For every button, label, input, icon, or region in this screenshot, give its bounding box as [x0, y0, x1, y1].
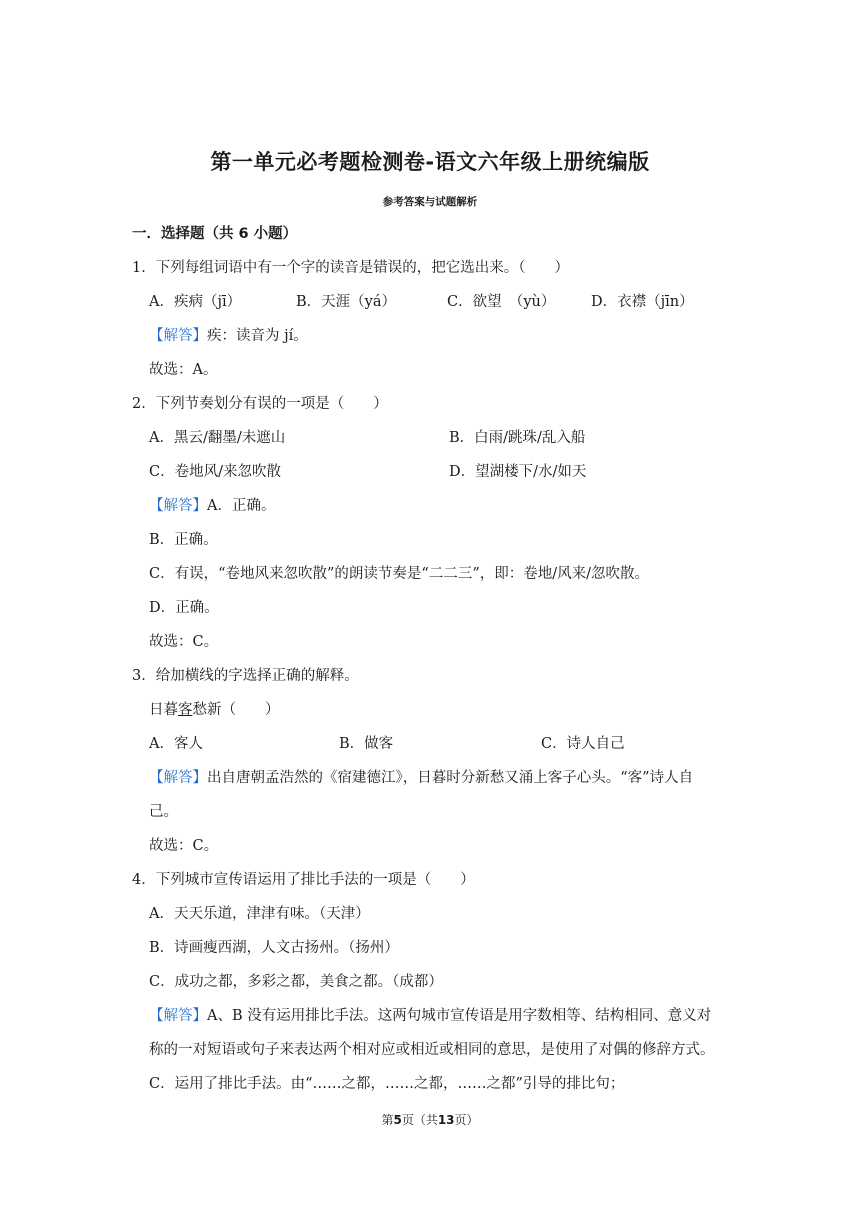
footer-text: 第 [381, 1113, 394, 1127]
answer-tag: 【解答】 [149, 770, 207, 786]
underlined-char: 客 [178, 702, 193, 718]
question-3-option-b: B．做客 [339, 736, 394, 752]
question-1-option-a: A．疾病（jī） [149, 294, 242, 310]
question-3-stem: 3．给加横线的字选择正确的解释。 [132, 668, 359, 684]
question-2-answer [149, 496, 275, 516]
answer-text: 疾：读音为 jí。 [207, 328, 308, 344]
page-total: 13 [437, 1113, 455, 1127]
footer-text: 页（共 [401, 1113, 438, 1127]
page-footer [0, 1111, 860, 1128]
question-2-option-b: B．白雨/跳珠/乱入船 [449, 430, 586, 446]
question-1-option-b: B．天涯（yá） [296, 294, 396, 310]
answer-tag: 【解答】 [149, 328, 207, 344]
question-2-line-d: D．正确。 [149, 600, 219, 616]
answer-text: A．正确。 [207, 498, 276, 514]
question-3-option-a: A．客人 [149, 736, 203, 752]
question-3-answer [149, 768, 693, 788]
question-2-option-a: A．黑云/翻墨/未遮山 [149, 430, 286, 446]
question-2-stem: 2．下列节奏划分有误的一项是（ ） [132, 396, 388, 412]
question-4-line-c: C．运用了排比手法。由“……之都，……之都，……之都”引导的排比句； [149, 1076, 625, 1092]
phrase-text: 日暮 [149, 702, 178, 718]
question-3-option-c: C．诗人自己 [541, 736, 625, 752]
question-4-option-b: B．诗画瘦西湖，人文古扬州。（扬州） [149, 940, 399, 956]
question-3-phrase [149, 700, 280, 720]
question-1-option-c: C．欲望 （yù） [447, 294, 556, 310]
section-heading: 一．选择题（共 6 小题） [132, 226, 298, 242]
question-2-line-b: B．正确。 [149, 532, 218, 548]
question-1-stem: 1．下列每组词语中有一个字的读音是错误的，把它选出来。（ ） [132, 260, 569, 276]
question-4-option-a: A．天天乐道，津津有味。（天津） [149, 906, 370, 922]
phrase-text: 愁新（ ） [192, 702, 280, 718]
question-2-option-d: D．望湖楼下/水/如天 [449, 464, 587, 480]
page-subtitle: 参考答案与试题解析 [382, 196, 478, 208]
answer-tag: 【解答】 [149, 1008, 207, 1024]
question-1-answer [149, 326, 308, 346]
question-1-option-d: D．衣襟（jīn） [591, 294, 694, 310]
answer-text: A、B 没有运用排比手法。这两句城市宣传语是用字数相等、结构相同、意义对 [207, 1008, 712, 1024]
question-3-choice: 故选：C。 [149, 838, 219, 854]
footer-text: 页） [454, 1113, 479, 1127]
question-4-option-c: C．成功之都，多彩之都，美食之都。（成都） [149, 974, 443, 990]
page-title: 第一单元必考题检测卷-语文六年级上册统编版 [210, 150, 650, 174]
page-number: 5 [393, 1113, 402, 1127]
answer-text: 出自唐朝孟浩然的《宿建德江》，日暮时分新愁又涌上客子心头。“客”诗人自 [207, 770, 694, 786]
question-4-answer-cont: 称的一对短语或句子来表达两个相对应或相近或相同的意思，是使用了对偶的修辞方式。 [149, 1042, 715, 1058]
question-4-stem: 4．下列城市宣传语运用了排比手法的一项是（ ） [132, 872, 475, 888]
answer-tag: 【解答】 [149, 498, 207, 514]
question-3-answer-cont: 己。 [149, 804, 178, 820]
question-1-choice: 故选：A。 [149, 362, 218, 378]
question-2-line-c: C．有误，“卷地风来忽吹散”的朗读节奏是“二二三”，即：卷地/风来/忽吹散。 [149, 566, 650, 582]
question-2-choice: 故选：C。 [149, 634, 219, 650]
question-4-answer [149, 1006, 711, 1026]
question-2-option-c: C．卷地风/来忽吹散 [149, 464, 281, 480]
